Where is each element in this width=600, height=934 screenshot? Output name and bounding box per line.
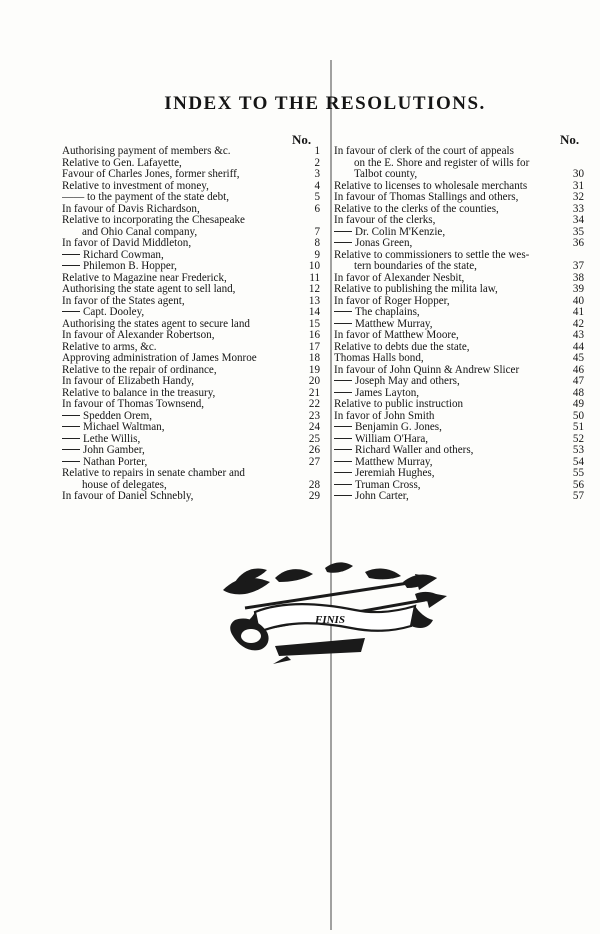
index-entry-text <box>334 480 588 492</box>
index-entry-label: Relative to investment of money, <box>62 180 209 192</box>
index-entry-number: 53 <box>572 444 584 456</box>
index-entry-label: Approving administration of James Monroe <box>62 353 257 364</box>
index-entry-label: Authorising payment of members &c. <box>62 146 231 157</box>
index-entry-text <box>62 342 324 354</box>
index-entry-label: and Ohio Canal company, <box>82 226 198 238</box>
index-entry-number: 29 <box>308 490 320 502</box>
index-entry-number: 54 <box>572 455 584 468</box>
index-entry-text <box>334 399 588 411</box>
index-entry-label: Thomas Halls bond, <box>334 353 424 364</box>
index-entry-label: Capt. Dooley, <box>83 307 145 318</box>
index-entry-number: 21 <box>308 386 320 399</box>
left-column-header: No. <box>292 132 312 147</box>
index-entry-number: 51 <box>572 421 584 433</box>
index-entry-number: 26 <box>308 444 320 456</box>
index-entry-number: 13 <box>308 294 320 307</box>
index-entry-text <box>62 319 324 331</box>
index-entry <box>334 457 588 469</box>
index-entry-label: Spedden Orem, <box>83 410 153 422</box>
index-entry <box>62 365 324 377</box>
index-entry-label: Relative to arms, &c. <box>62 341 157 353</box>
index-entry-label: Jeremiah Hughes, <box>355 468 435 479</box>
index-entry-label: John Gamber, <box>83 445 145 456</box>
index-entry-label: In favor of Matthew Moore, <box>334 330 459 341</box>
index-entry-label: Relative to the clerks of the counties, <box>334 203 499 215</box>
index-entry-number: 5 <box>314 191 320 203</box>
index-entry-label: Nathan Porter, <box>83 456 148 468</box>
index-entry-label: James Layton, <box>355 387 420 399</box>
index-entry <box>62 411 324 423</box>
ditto-dash <box>62 265 80 266</box>
index-entry-number: 43 <box>572 329 584 341</box>
index-entry-label: Favour of Charles Jones, former sheriff, <box>62 169 240 180</box>
index-entry-number: 49 <box>572 398 584 410</box>
index-entry-number: 28 <box>308 478 320 491</box>
ditto-dash <box>334 311 352 312</box>
index-entry-label: Truman Cross, <box>355 479 421 491</box>
index-entry-number: 38 <box>572 271 584 284</box>
index-entry-number: 14 <box>308 306 320 318</box>
index-entry <box>62 284 324 296</box>
index-entry-label: In favor of the States agent, <box>62 295 185 307</box>
index-entry <box>62 388 324 400</box>
index-entry-number: 9 <box>314 248 320 261</box>
index-entry-number: 6 <box>314 202 320 215</box>
ditto-dash <box>334 449 352 450</box>
index-entry <box>334 250 588 262</box>
index-entry-label: In favour of Thomas Townsend, <box>62 399 205 410</box>
index-entry-text <box>62 434 324 446</box>
index-entry <box>334 399 588 411</box>
index-entry-text <box>62 192 324 204</box>
right-index-column <box>334 146 588 503</box>
index-entry-number: 40 <box>572 294 584 307</box>
index-entry-number: 44 <box>572 340 584 353</box>
index-entry-text <box>62 273 324 285</box>
ditto-dash <box>334 472 352 473</box>
ditto-dash <box>62 449 80 450</box>
index-entry-label: In favour of Thomas Stallings and others, <box>334 192 519 203</box>
index-entry-text <box>334 284 588 296</box>
index-entry-number: 52 <box>572 432 584 445</box>
index-entry <box>62 445 324 457</box>
index-entry <box>334 376 588 388</box>
index-entry-text <box>62 204 324 216</box>
index-entry <box>62 158 324 170</box>
index-entry-text <box>334 238 588 250</box>
index-entry <box>62 399 324 411</box>
index-entry <box>334 238 588 250</box>
index-entry-text <box>62 411 324 423</box>
index-entry-text <box>334 169 588 181</box>
index-entry-text <box>62 158 324 170</box>
index-entry-label: Relative to debts due the state, <box>334 341 470 353</box>
index-entry-text <box>62 399 324 411</box>
index-entry <box>334 181 588 193</box>
index-entry-text <box>62 250 324 262</box>
index-entry <box>62 353 324 365</box>
index-entry-label: In favor of Alexander Nesbit, <box>334 272 465 284</box>
ditto-dash <box>62 311 80 312</box>
index-entry-number: 18 <box>308 352 320 364</box>
index-entry-text <box>62 169 324 181</box>
index-entry-number: 7 <box>314 225 320 238</box>
index-entry-text <box>334 158 588 170</box>
index-entry-label: In favour of Elizabeth Handy, <box>62 376 195 387</box>
index-entry-label: In favour of Alexander Robertson, <box>62 330 215 341</box>
finis-label: FINIS <box>315 614 345 626</box>
index-entry-text <box>62 296 324 308</box>
index-entry-text <box>334 215 588 227</box>
index-entry-label: Relative to commissioners to settle the wes- <box>334 249 530 261</box>
index-entry-text <box>334 342 588 354</box>
index-entry <box>62 227 324 239</box>
index-entry <box>334 342 588 354</box>
index-entry-number: 8 <box>314 237 320 249</box>
index-entry-text <box>62 307 324 319</box>
index-entry-label: tern boundaries of the state, <box>354 261 477 272</box>
index-entry-text <box>334 411 588 423</box>
index-entry-text <box>334 468 588 480</box>
index-entry <box>334 192 588 204</box>
index-entry-label: Michael Waltman, <box>83 422 165 433</box>
ditto-dash <box>334 438 352 439</box>
index-entry-label: Matthew Murray, <box>355 318 433 330</box>
index-entry-text <box>334 422 588 434</box>
index-entry <box>62 146 324 158</box>
index-entry-label: In favor of John Smith <box>334 410 435 422</box>
index-entry-text <box>334 204 588 216</box>
index-entry <box>334 330 588 342</box>
index-entry <box>62 169 324 181</box>
index-entry-number: 10 <box>308 260 320 272</box>
index-entry <box>334 296 588 308</box>
index-entry <box>62 319 324 331</box>
index-entry <box>334 169 588 181</box>
index-entry-label: —— to the payment of the state debt, <box>62 192 229 203</box>
index-entry-label: Relative to the repair of ordinance, <box>62 364 217 376</box>
index-entry-label: Lethe Willis, <box>83 433 141 445</box>
index-entry <box>62 204 324 216</box>
index-entry-label: William O'Hara, <box>355 433 429 445</box>
index-entry <box>62 250 324 262</box>
index-entry-number: 31 <box>572 179 584 192</box>
index-entry-label: In favour of clerk of the court of appeals <box>334 146 514 157</box>
ditto-dash <box>334 231 352 232</box>
index-entry-number: 11 <box>309 271 320 284</box>
right-column-header: No. <box>560 132 580 147</box>
ditto-dash <box>334 495 352 496</box>
index-entry-number: 19 <box>308 363 320 376</box>
index-entry <box>334 273 588 285</box>
index-entry-label: Benjamin G. Jones, <box>355 422 442 433</box>
index-entry-label: Relative to repairs in senate chamber and <box>62 468 245 479</box>
index-entry <box>62 491 324 503</box>
index-entry-text <box>62 353 324 365</box>
index-entry <box>62 434 324 446</box>
index-entry-label: Relative to Magazine near Frederick, <box>62 272 227 284</box>
index-entry-label: In favor of Roger Hopper, <box>334 295 450 307</box>
index-entry-number: 36 <box>572 237 584 249</box>
ditto-dash <box>62 438 80 439</box>
index-entry <box>62 342 324 354</box>
index-entry-number: 15 <box>308 317 320 330</box>
index-entry-text <box>62 445 324 457</box>
index-entry <box>62 330 324 342</box>
index-entry <box>62 480 324 492</box>
index-entry-label: Talbot county, <box>354 169 418 180</box>
index-entry-label: Relative to public instruction <box>334 399 464 410</box>
index-entry <box>334 480 588 492</box>
index-entry-number: 42 <box>572 317 584 330</box>
index-entry-text <box>334 146 588 158</box>
index-entry-text <box>334 491 588 503</box>
ditto-dash <box>334 461 352 462</box>
index-entry-number: 39 <box>572 283 584 295</box>
index-entry-text <box>334 192 588 204</box>
index-entry-label: In favour of John Quinn & Andrew Slicer <box>334 364 520 376</box>
index-entry-label: In favour of the clerks, <box>334 215 436 226</box>
index-entry-number: 55 <box>572 467 584 479</box>
index-entry-label: Dr. Colin M'Kenzie, <box>355 226 446 238</box>
page-title: INDEX TO THE RESOLUTIONS. <box>164 93 486 114</box>
index-entry-text <box>62 146 324 158</box>
index-entry-text <box>334 434 588 446</box>
index-entry-number: 4 <box>314 179 320 192</box>
index-entry <box>334 365 588 377</box>
index-entry-label: Jonas Green, <box>355 238 413 249</box>
index-entry-number: 2 <box>314 156 320 169</box>
index-entry-text <box>334 273 588 285</box>
index-entry-text <box>334 319 588 331</box>
index-entry-text <box>62 215 324 227</box>
index-entry <box>62 307 324 319</box>
index-entry <box>334 434 588 446</box>
index-entry-label: on the E. Shore and register of wills for <box>354 157 530 169</box>
ditto-dash <box>62 426 80 427</box>
index-entry-text <box>334 307 588 319</box>
index-entry-number: 56 <box>572 478 584 491</box>
index-entry <box>62 261 324 273</box>
index-entry-number: 23 <box>308 409 320 422</box>
ditto-dash <box>334 392 352 393</box>
index-entry-number: 25 <box>308 432 320 445</box>
index-entry-text <box>62 422 324 434</box>
index-entry-number: 20 <box>308 375 320 387</box>
index-entry <box>334 445 588 457</box>
index-entry-label: Richard Cowman, <box>83 249 164 261</box>
ditto-dash <box>334 380 352 381</box>
index-entry-text <box>62 238 324 250</box>
index-entry-text <box>62 491 324 503</box>
index-entry-text <box>334 376 588 388</box>
index-entry-number: 34 <box>572 214 584 226</box>
index-entry-number: 24 <box>308 421 320 433</box>
index-entry-label: In favour of Davis Richardson, <box>62 203 200 215</box>
index-entry-number: 50 <box>572 409 584 422</box>
index-entry <box>334 468 588 480</box>
ditto-dash <box>62 415 80 416</box>
index-entry-number: 1 <box>314 145 320 157</box>
index-entry-text <box>334 353 588 365</box>
index-entry-label: Joseph May and others, <box>355 376 460 387</box>
index-entry <box>62 457 324 469</box>
index-entry-text <box>62 388 324 400</box>
index-entry-label: In favour of Daniel Schnebly, <box>62 491 194 502</box>
index-entry <box>334 491 588 503</box>
index-entry-text <box>62 227 324 239</box>
index-entry-text <box>334 388 588 400</box>
index-entry-text <box>334 330 588 342</box>
index-entry-text <box>62 365 324 377</box>
index-entry-text <box>334 445 588 457</box>
index-entry <box>62 238 324 250</box>
index-entry-number: 33 <box>572 202 584 215</box>
index-entry-number: 35 <box>572 225 584 238</box>
index-entry-number: 22 <box>308 398 320 410</box>
index-entry-label: Richard Waller and others, <box>355 445 474 456</box>
index-entry <box>334 204 588 216</box>
index-entry-number: 12 <box>308 283 320 295</box>
index-entry-label: Relative to publishing the milita law, <box>334 284 498 295</box>
index-entry-number: 41 <box>572 306 584 318</box>
index-entry-number: 30 <box>572 168 584 180</box>
ditto-dash <box>334 323 352 324</box>
index-entry-label: Authorising the states agent to secure land <box>62 318 250 330</box>
index-entry <box>334 307 588 319</box>
index-entry-number: 16 <box>308 329 320 341</box>
index-entry-number: 45 <box>572 352 584 364</box>
index-entry-text <box>334 261 588 273</box>
index-entry-text <box>334 365 588 377</box>
index-entry <box>334 411 588 423</box>
index-entry-label: Relative to incorporating the Chesapeake <box>62 215 245 226</box>
index-entry <box>334 353 588 365</box>
index-entry-text <box>62 376 324 388</box>
index-entry-label: The chaplains, <box>355 307 420 318</box>
ditto-dash <box>62 254 80 255</box>
index-entry <box>62 376 324 388</box>
index-entry <box>334 215 588 227</box>
index-entry-label: John Carter, <box>355 491 409 502</box>
index-entry <box>62 192 324 204</box>
index-entry-text <box>62 284 324 296</box>
index-entry-number: 46 <box>572 363 584 376</box>
index-entry-label: Philemon B. Hopper, <box>83 261 177 272</box>
index-entry-text <box>62 330 324 342</box>
index-entry-text <box>62 457 324 469</box>
left-index-column <box>62 146 324 503</box>
column-divider <box>330 60 332 930</box>
index-entry-text <box>334 296 588 308</box>
index-entry <box>334 261 588 273</box>
index-entry-number: 17 <box>308 340 320 353</box>
index-entry-text <box>334 457 588 469</box>
index-entry <box>62 468 324 480</box>
index-entry-label: Relative to Gen. Lafayette, <box>62 157 182 169</box>
index-entry <box>334 284 588 296</box>
index-entry-number: 48 <box>572 386 584 399</box>
index-entry <box>334 227 588 239</box>
index-entry-label: house of delegates, <box>82 479 167 491</box>
index-entry <box>334 146 588 158</box>
index-entry-label: Relative to balance in the treasury, <box>62 387 216 399</box>
index-entry-number: 27 <box>308 455 320 468</box>
index-entry-number: 3 <box>314 168 320 180</box>
index-entry-text <box>334 250 588 262</box>
index-entry-label: In favor of David Middleton, <box>62 238 192 249</box>
index-entry-label: Authorising the state agent to sell land, <box>62 284 236 295</box>
index-entry-label: Matthew Murray, <box>355 456 433 468</box>
index-entry <box>334 422 588 434</box>
index-entry <box>62 181 324 193</box>
index-entry-text <box>62 261 324 273</box>
index-entry <box>62 273 324 285</box>
index-entry <box>62 422 324 434</box>
index-entry <box>334 388 588 400</box>
ditto-dash <box>62 461 80 462</box>
ditto-dash <box>334 484 352 485</box>
index-entry <box>334 319 588 331</box>
index-entry-number: 32 <box>572 191 584 203</box>
ditto-dash <box>334 426 352 427</box>
index-entry-label: Relative to licenses to wholesale merchants <box>334 180 528 192</box>
index-entry-text <box>62 480 324 492</box>
index-entry-number: 57 <box>572 490 584 502</box>
ditto-dash <box>334 242 352 243</box>
finis-banner-ornament-icon <box>215 560 450 665</box>
index-entry-text <box>334 227 588 239</box>
index-entry-text <box>62 181 324 193</box>
index-entry <box>62 296 324 308</box>
index-entry <box>62 215 324 227</box>
index-entry-number: 37 <box>572 260 584 272</box>
index-entry <box>334 158 588 170</box>
index-entry-text <box>334 181 588 193</box>
index-entry-number: 47 <box>572 375 584 387</box>
index-entry-text <box>62 468 324 480</box>
